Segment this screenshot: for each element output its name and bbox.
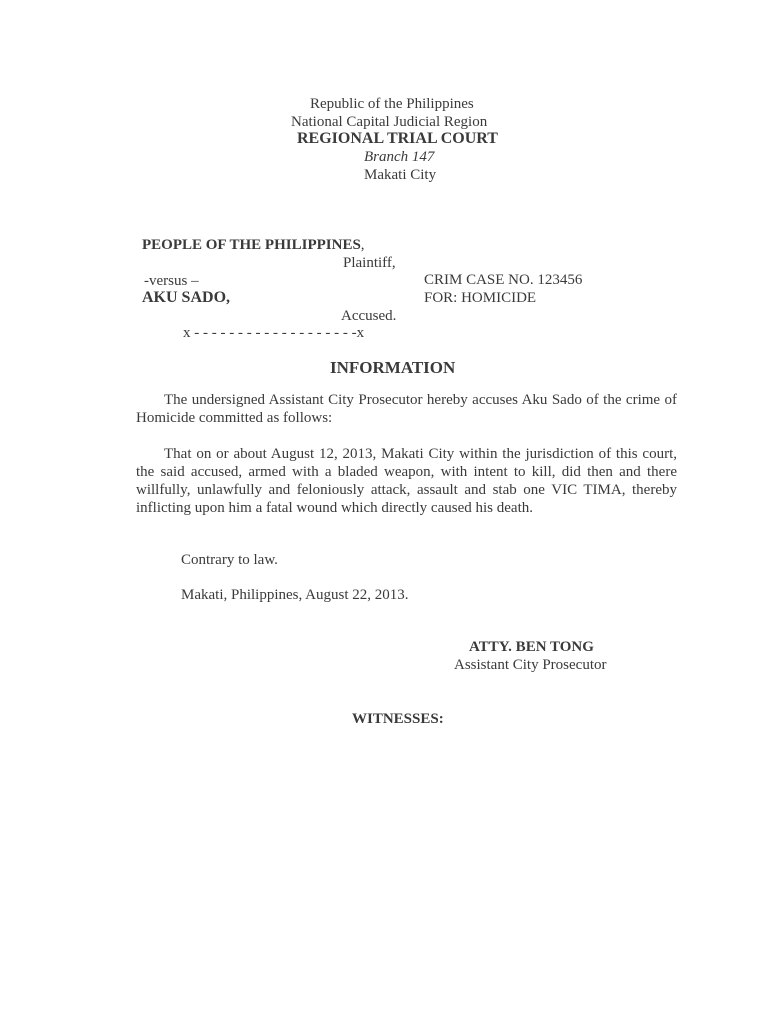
place-date: Makati, Philippines, August 22, 2013.	[181, 587, 409, 603]
charge-label: FOR: HOMICIDE	[424, 290, 537, 306]
paragraph-accusation: The undersigned Assistant City Prosecutor hereby accuses Aku Sado of the crime of Homicide committed as follows:	[136, 392, 677, 426]
plaintiff-label: Plaintiff,	[343, 255, 396, 271]
accused-name: AKU SADO,	[142, 289, 231, 306]
plaintiff-name: PEOPLE OF THE PHILIPPINES	[142, 237, 361, 253]
header-court: REGIONAL TRIAL COURT	[297, 130, 498, 147]
document-title: INFORMATION	[330, 358, 456, 377]
plaintiff-line	[142, 236, 365, 254]
accused-label: Accused.	[341, 308, 397, 324]
header-region: National Capital Judicial Region	[291, 114, 488, 130]
header-city: Makati City	[364, 167, 437, 183]
header-republic: Republic of the Philippines	[310, 96, 474, 112]
caption-divider: x - - - - - - - - - - - - - - - - - - -x	[183, 325, 365, 341]
paragraph-facts: That on or about August 12, 2013, Makati City within the jurisdiction of this court, the said accused, armed with a bladed weapon, with intent to kill, did then and there willfully, unlawfully and feloniously attack, assault and stab one VIC TIMA, thereby inflicting upon him a fatal wound which directly caused his death.	[136, 446, 677, 516]
signatory-name: ATTY. BEN TONG	[469, 639, 594, 655]
witnesses-heading: WITNESSES:	[352, 711, 444, 727]
signatory-title: Assistant City Prosecutor	[454, 657, 607, 673]
plaintiff-comma: ,	[360, 237, 365, 253]
contrary-to-law: Contrary to law.	[181, 552, 278, 568]
case-number: CRIM CASE NO. 123456	[424, 272, 583, 288]
versus-label: -versus –	[144, 273, 199, 289]
header-branch: Branch 147	[364, 149, 435, 165]
